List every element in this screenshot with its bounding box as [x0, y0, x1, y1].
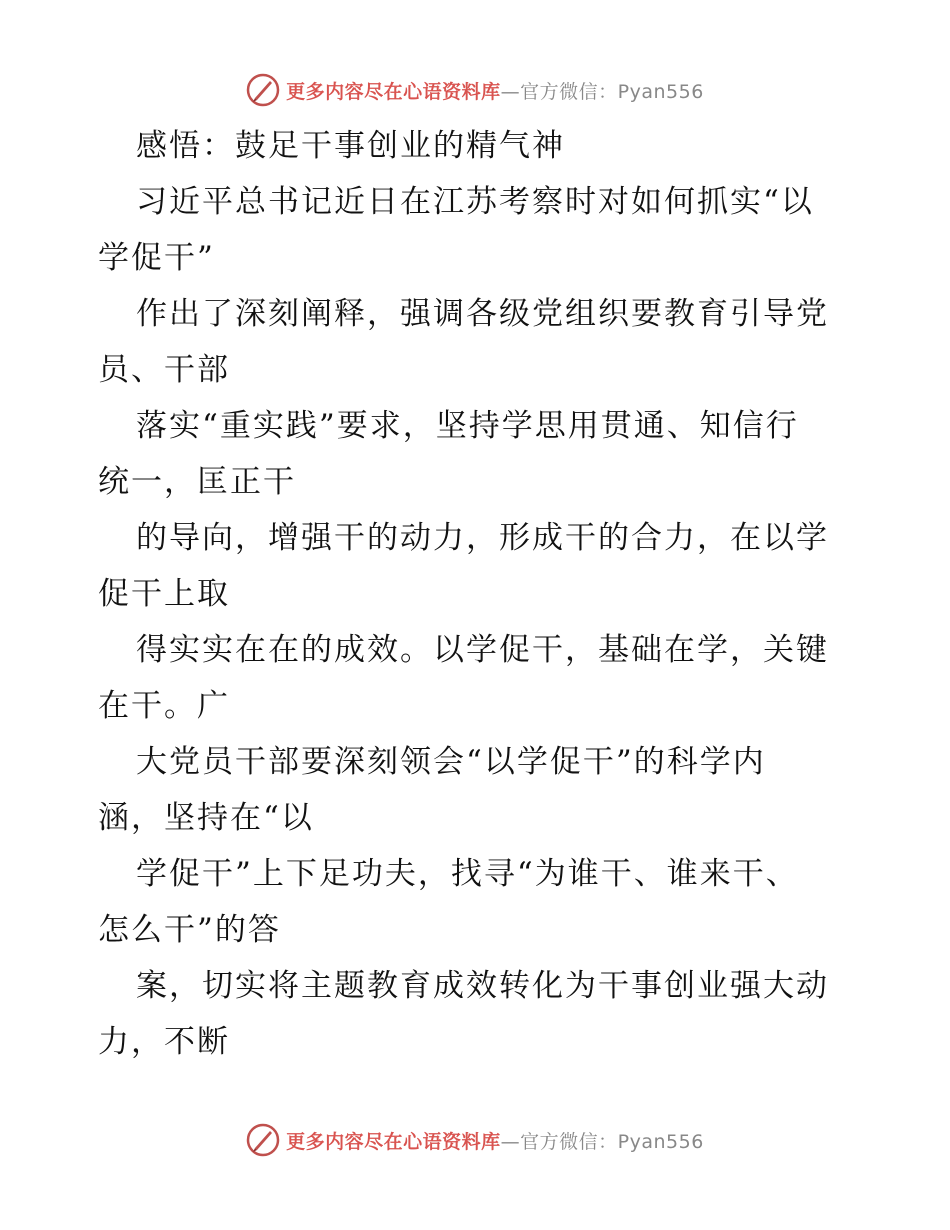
text-line: 学促干”	[98, 240, 215, 276]
text-line: 落实“重实践”要求，坚持学思用贯通、知信行	[136, 408, 799, 444]
text-line: 得实实在在的成效。以学促干，基础在学，关键	[136, 632, 829, 668]
text-line: 的导向，增强干的动力，形成干的合力，在以学	[136, 520, 829, 556]
watermark-account: 官方微信：Pyan556	[520, 80, 704, 103]
text-line: 学促干”上下足功夫，找寻“为谁干、谁来干、	[136, 856, 799, 892]
watermark-brand: 更多内容尽在心语资料库	[286, 1130, 501, 1153]
text-line: 作出了深刻阐释，强调各级党组织要教育引导党	[136, 296, 829, 332]
text-line: 力，不断	[98, 1024, 230, 1060]
text-line: 大党员干部要深刻领会“以学促干”的科学内	[136, 744, 766, 780]
footer-watermark	[0, 1120, 950, 1160]
text-line: 怎么干”的答	[98, 912, 281, 948]
document-title: 感悟：鼓足干事创业的精气神	[136, 128, 565, 164]
text-line: 涵，坚持在“以	[98, 800, 314, 836]
watermark-brand: 更多内容尽在心语资料库	[286, 80, 501, 103]
quill-pen-logo-icon	[246, 1123, 280, 1157]
document-body	[98, 118, 858, 1070]
text-line: 案，切实将主题教育成效转化为干事创业强大动	[136, 968, 829, 1004]
watermark-separator: —	[500, 1130, 521, 1153]
header-watermark	[0, 70, 950, 110]
watermark-account: 官方微信：Pyan556	[520, 1130, 704, 1153]
text-line: 促干上取	[98, 576, 230, 612]
text-line: 习近平总书记近日在江苏考察时对如何抓实“以	[136, 184, 814, 220]
quill-pen-logo-icon	[246, 73, 280, 107]
text-line: 统一，匡正干	[98, 464, 296, 500]
text-line: 在干。广	[98, 688, 230, 724]
watermark-separator: —	[500, 80, 521, 103]
text-line: 员、干部	[98, 352, 230, 388]
